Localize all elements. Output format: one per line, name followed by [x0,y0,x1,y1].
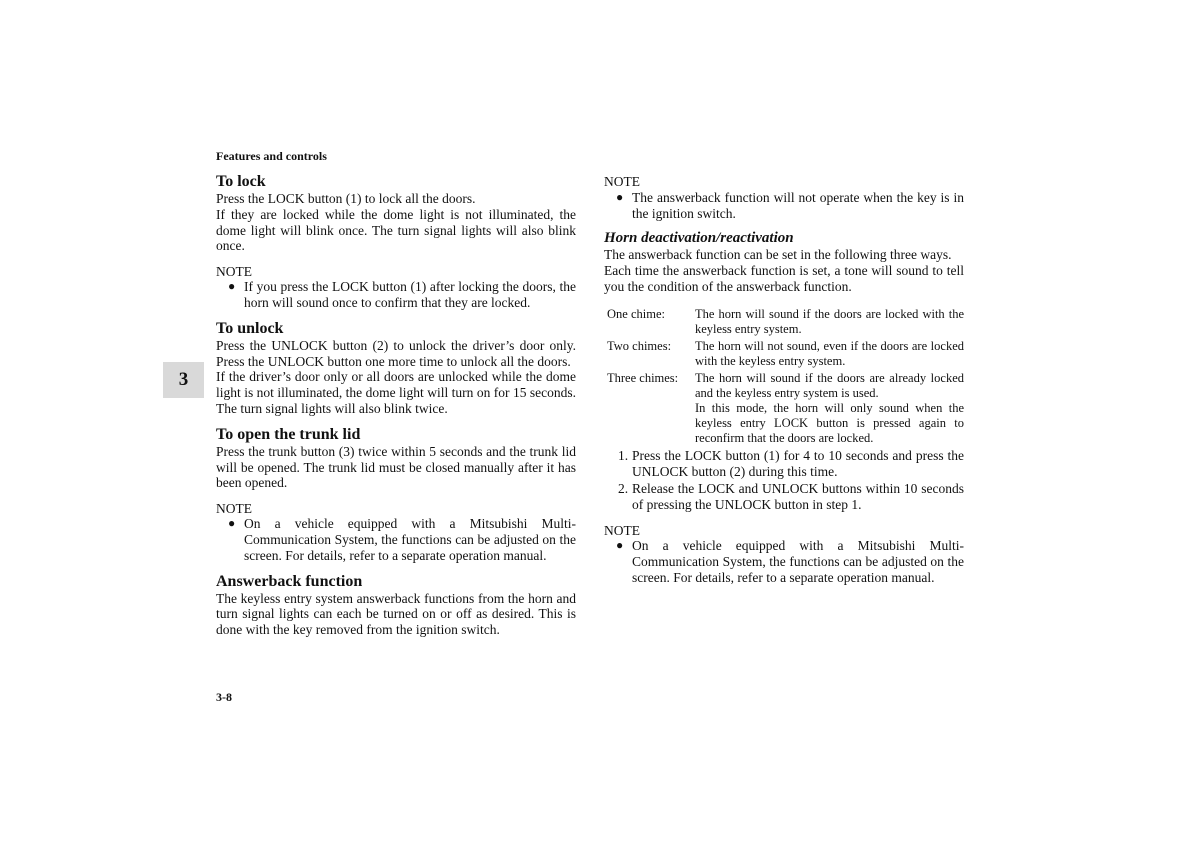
answerback-paragraph: The keyless entry system answerback functions from the horn and turn signal lights can each be turned on or off as desired. This is done with the key removed from the ignition switch. [216,590,576,638]
note-text: On a vehicle equipped with a Mitsubishi Multi-Communication System, the functions can be adjusted on the screen. For details, refer to a separate operation manual. [632,537,964,585]
note-bullet [616,538,964,585]
chime-description: The horn will sound if the doors are locked with the keyless entry system. [695,306,964,336]
chime-row [604,339,964,369]
chime-label: One chime: [607,306,665,321]
chime-description [695,371,964,446]
note-text: If you press the LOCK button (1) after locking the doors, the horn will sound once to confirm that they are locked. [244,279,576,310]
page-number: 3-8 [216,690,232,704]
step-number: 1. [618,447,629,463]
note-label: NOTE [604,522,640,538]
to-lock-paragraph-1: Press the LOCK button (1) to lock all the doors. [216,191,476,206]
horn-paragraph-2: Each time the answerback function is set, a tone will sound to tell you the condition of the answerback function. [604,263,964,294]
step-text: Release the LOCK and UNLOCK buttons within 10 seconds of pressing the UNLOCK button in step 1. [632,481,964,513]
note-bullet [228,279,576,311]
horn-paragraph-1: The answerback function can be set in the following three ways. [604,247,952,263]
to-unlock-paragraph-2: If the driver’s door only or all doors are unlocked while the dome light is not illuminated, the dome light will turn on for 15 seconds. The turn signal lights will also blink twice. [216,369,576,416]
chime-row [604,371,964,446]
step-item [618,481,964,513]
chime-label: Two chimes: [607,338,672,353]
bullet-icon: ● [228,279,236,294]
note-bullet [616,190,964,222]
note-multi-comm-right [604,523,964,585]
chime-description: The horn will not sound, even if the doors are locked with the keyless entry system. [695,338,964,368]
horn-heading: Horn deactivation/reactivation [604,230,794,247]
answerback-heading: Answerback function [216,572,363,590]
answerback-section [216,572,576,638]
step-number: 2. [618,481,629,497]
note-bullet [228,516,576,563]
chime-description-line-2: In this mode, the horn will only sound when the keyless entry LOCK button is pressed again to reconfirm that the doors are locked. [695,400,964,445]
to-unlock-section [216,319,576,417]
right-column [604,174,964,585]
note-multi-comm [216,501,576,563]
trunk-section [216,425,576,491]
trunk-paragraph: Press the trunk button (3) twice within 5 seconds and the trunk lid will be opened. The trunk lid must be closed manually after it has been opened. [216,443,576,491]
chime-row [604,307,964,337]
to-lock-paragraph-2: If they are locked while the dome light is not illuminated, the dome light will blink once. The turn signal lights will also blink once. [216,206,576,254]
trunk-heading: To open the trunk lid [216,425,361,443]
note-label: NOTE [216,264,252,280]
step-text: Press the LOCK button (1) for 4 to 10 seconds and press the UNLOCK button (2) during this time. [632,447,964,479]
step-list [604,448,964,513]
bullet-icon: ● [228,516,236,531]
section-tab: 3 [163,362,204,398]
note-text: The answerback function will not operate when the key is in the ignition switch. [632,189,964,221]
note-ignition [604,174,964,221]
running-header: Features and controls [216,149,327,163]
chime-list [604,307,964,446]
left-column [216,172,576,646]
note-label: NOTE [216,501,252,517]
note-label: NOTE [604,174,640,189]
to-unlock-paragraph-1: Press the UNLOCK button (2) to unlock the driver’s door only. Press the UNLOCK button one more time to unlock all the doors. [216,337,576,369]
note-text: On a vehicle equipped with a Mitsubishi Multi-Communication System, the functions can be adjusted on the screen. For details, refer to a separate operation manual. [244,516,576,563]
bullet-icon: ● [616,537,624,552]
to-lock-section [216,172,576,254]
chime-description-line-1: The horn will sound if the doors are already locked and the keyless entry system is used. [695,370,964,400]
chime-label: Three chimes: [607,370,679,385]
step-item [618,448,964,480]
note-lock [216,264,576,311]
to-unlock-heading: To unlock [216,319,284,337]
to-lock-heading: To lock [216,173,266,190]
bullet-icon: ● [616,189,624,204]
